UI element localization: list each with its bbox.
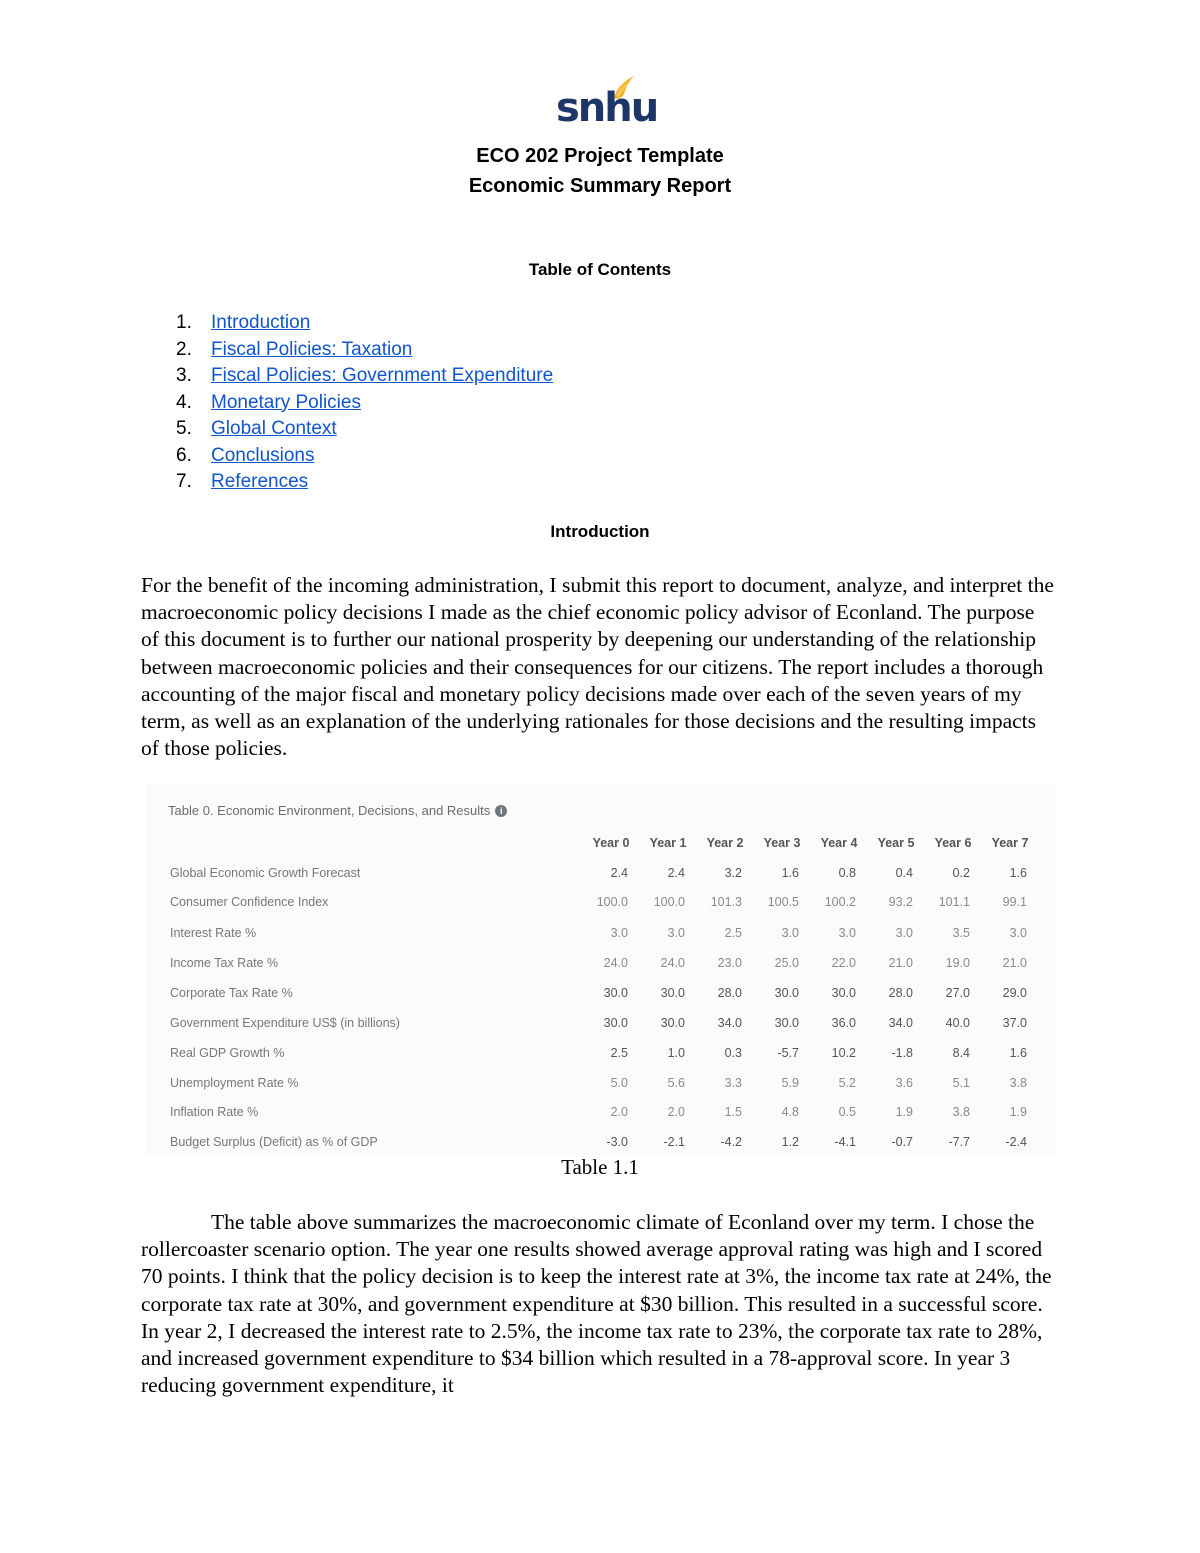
table-cell: 21.0 (888, 956, 913, 970)
table-cell: 25.0 (774, 956, 799, 970)
toc-item-number: 1. (176, 312, 192, 333)
column-header: Year 7 (991, 836, 1029, 850)
table-row (146, 1105, 1056, 1135)
toc-item (176, 337, 553, 364)
table-cell: 3.8 (952, 1105, 970, 1119)
summary-paragraph (141, 1209, 1056, 1399)
toc-link-conclusions[interactable]: Conclusions (211, 444, 315, 466)
table-cell: 2.0 (610, 1105, 628, 1119)
table-cell: 3.2 (724, 866, 742, 880)
column-header: Year 3 (763, 836, 801, 850)
table-cell: 3.3 (724, 1076, 742, 1090)
row-label: Corporate Tax Rate % (170, 986, 293, 1000)
table-cell: 1.2 (781, 1135, 799, 1149)
row-label: Real GDP Growth % (170, 1046, 285, 1060)
info-icon[interactable]: i (495, 805, 507, 817)
table-cell: 2.4 (667, 866, 685, 880)
table-title-text: Table 0. Economic Environment, Decisions, and Results (168, 803, 491, 818)
table-cell: 27.0 (945, 986, 970, 1000)
toc-link-monetary-policies[interactable]: Monetary Policies (211, 391, 361, 413)
table-cell: -4.2 (720, 1135, 742, 1149)
table-row (146, 895, 1056, 925)
table-cell: 2.0 (667, 1105, 685, 1119)
toc-item (176, 469, 553, 496)
toc-heading: Table of Contents (528, 260, 672, 279)
table-cell: 30.0 (774, 986, 799, 1000)
row-label: Global Economic Growth Forecast (170, 866, 361, 880)
table-cell: 3.8 (1009, 1076, 1027, 1090)
table-cell: 4.8 (781, 1105, 799, 1119)
table-cell: -2.4 (1005, 1135, 1027, 1149)
column-header: Year 4 (820, 836, 858, 850)
toc-item-number: 3. (176, 365, 192, 386)
table-row (146, 1046, 1056, 1076)
row-label: Government Expenditure US$ (in billions) (170, 1016, 400, 1030)
table-cell: 1.9 (1009, 1105, 1027, 1119)
table-cell: 5.2 (838, 1076, 856, 1090)
table-cell: -7.7 (948, 1135, 970, 1149)
table-cell: -5.7 (777, 1046, 799, 1060)
table-cell: 30.0 (603, 986, 628, 1000)
table-cell: 10.2 (831, 1046, 856, 1060)
introduction-paragraph: For the benefit of the incoming administration, I submit this report to document, analyze, and interpret the macroeconomic policy decisions I made as the chief economic policy advisor of Econland. The purpose of this document is to further our national prosperity by deepening our understanding of the relationship between macroeconomic policies and their consequences for our citizens. The report includes a thorough accounting of the major fiscal and monetary policy decisions made over each of the seven years of my term, as well as an explanation of the underlying rationales for those decisions and the resulting impacts of those policies. (141, 573, 1054, 761)
table-cell: -3.0 (606, 1135, 628, 1149)
column-header: Year 6 (934, 836, 972, 850)
table-cell: 5.9 (781, 1076, 799, 1090)
table-cell: 3.6 (895, 1076, 913, 1090)
toc-item (176, 310, 553, 337)
table-cell: 100.5 (767, 895, 799, 909)
table-cell: 22.0 (831, 956, 856, 970)
table-caption: Table 1.1 (561, 1155, 639, 1179)
toc-item-number: 2. (176, 338, 192, 360)
toc-item-number: 5. (176, 418, 192, 439)
table-cell: 101.3 (710, 895, 742, 909)
table-cell: 1.0 (667, 1046, 685, 1060)
table-cell: -4.1 (834, 1135, 856, 1149)
table-cell: 5.0 (610, 1076, 628, 1090)
table-cell: 28.0 (717, 986, 742, 1000)
table-cell: 30.0 (831, 986, 856, 1000)
toc-item-number: 4. (176, 391, 192, 413)
toc-link-introduction[interactable]: Introduction (211, 312, 311, 333)
snhu-logo (556, 76, 658, 132)
table-cell: 3.0 (1009, 926, 1027, 940)
table-cell: 0.2 (952, 866, 970, 880)
column-header: Year 5 (877, 836, 915, 850)
table-cell: 100.0 (653, 895, 685, 909)
table-cell: 30.0 (660, 986, 685, 1000)
table-cell: 24.0 (603, 956, 628, 970)
toc-item-number: 7. (176, 471, 192, 492)
document-title: ECO 202 Project Template (476, 145, 724, 167)
toc-item-number: 6. (176, 444, 192, 466)
toc-link-references[interactable]: References (211, 471, 309, 492)
table-cell: 3.0 (781, 926, 799, 940)
table-cell: 30.0 (660, 1016, 685, 1030)
table-row (146, 1076, 1056, 1106)
table-cell: 1.5 (724, 1105, 742, 1119)
table-cell: 37.0 (1002, 1016, 1027, 1030)
table-cell: 5.6 (667, 1076, 685, 1090)
toc-link-government-expenditure[interactable]: Fiscal Policies: Government Expenditure (211, 365, 554, 386)
table-cell: 101.1 (938, 895, 970, 909)
table-cell: -0.7 (891, 1135, 913, 1149)
table-cell: 36.0 (831, 1016, 856, 1030)
table-title (168, 803, 507, 818)
table-cell: 0.3 (724, 1046, 742, 1060)
table-cell: 34.0 (717, 1016, 742, 1030)
table-cell: 0.8 (838, 866, 856, 880)
table-cell: -1.8 (891, 1046, 913, 1060)
logo-text: snhu (556, 85, 658, 131)
toc-item (176, 390, 553, 417)
table-cell: 19.0 (945, 956, 970, 970)
table-cell: -2.1 (663, 1135, 685, 1149)
row-label: Income Tax Rate % (170, 956, 279, 970)
table-cell: 2.4 (610, 866, 628, 880)
table-cell: 1.6 (781, 866, 799, 880)
table-cell: 1.6 (1009, 1046, 1027, 1060)
toc-item (176, 363, 553, 390)
table-cell: 30.0 (774, 1016, 799, 1030)
introduction-heading: Introduction (550, 522, 650, 541)
table-cell: 99.1 (1002, 895, 1027, 909)
row-label: Budget Surplus (Deficit) as % of GDP (170, 1135, 378, 1149)
table-cell: 100.2 (824, 895, 856, 909)
row-label: Inflation Rate % (170, 1105, 259, 1119)
table-cell: 24.0 (660, 956, 685, 970)
table-cell: 3.0 (610, 926, 628, 940)
toc-item (176, 416, 553, 443)
table-cell: 1.9 (895, 1105, 913, 1119)
row-label: Consumer Confidence Index (170, 895, 329, 909)
table-cell: 28.0 (888, 986, 913, 1000)
table-cell: 3.0 (838, 926, 856, 940)
column-header: Year 0 (592, 836, 630, 850)
table-cell: 2.5 (724, 926, 742, 940)
toc-link-taxation[interactable]: Fiscal Policies: Taxation (211, 338, 413, 360)
table-row (146, 1016, 1056, 1046)
table-cell: 5.1 (952, 1076, 970, 1090)
table-cell: 8.4 (952, 1046, 970, 1060)
summary-text: The table above summarizes the macroeconomic climate of Econland over my term. I chose the rollercoaster scenario option. The year one results showed average approval rating was high and I scored 70 points. I think that the policy decision is to keep the interest rate at 3%, the income tax rate at 24%, the corporate tax rate at 30%, and government expenditure at $30 billion. This resulted in a successful score. In year 2, I decreased the interest rate to 2.5%, the income tax rate to 23%, the corporate tax rate to 28%, and increased government expenditure to $34 billion which resulted in a 78-approval score. In year 3 reducing government expenditure, it (141, 1210, 1052, 1398)
table-row (146, 956, 1056, 986)
economic-results-table (146, 784, 1056, 1154)
document-subtitle: Economic Summary Report (468, 175, 732, 197)
table-row (146, 866, 1056, 896)
table-cell: 3.0 (667, 926, 685, 940)
table-cell: 2.5 (610, 1046, 628, 1060)
table-cell: 29.0 (1002, 986, 1027, 1000)
column-header: Year 1 (649, 836, 687, 850)
table-cell: 0.4 (895, 866, 913, 880)
table-cell: 3.5 (952, 926, 970, 940)
table-cell: 34.0 (888, 1016, 913, 1030)
table-cell: 1.6 (1009, 866, 1027, 880)
row-label: Unemployment Rate % (170, 1076, 299, 1090)
table-cell: 3.0 (895, 926, 913, 940)
table-cell: 30.0 (603, 1016, 628, 1030)
toc-item (176, 443, 553, 470)
table-cell: 40.0 (945, 1016, 970, 1030)
table-row (146, 926, 1056, 956)
table-row (146, 986, 1056, 1016)
table-cell: 100.0 (596, 895, 628, 909)
table-of-contents (176, 310, 553, 496)
table-cell: 93.2 (888, 895, 913, 909)
column-header: Year 2 (706, 836, 744, 850)
row-label: Interest Rate % (170, 926, 257, 940)
table-cell: 21.0 (1002, 956, 1027, 970)
table-cell: 0.5 (838, 1105, 856, 1119)
table-cell: 23.0 (717, 956, 742, 970)
toc-link-global-context[interactable]: Global Context (211, 418, 337, 439)
